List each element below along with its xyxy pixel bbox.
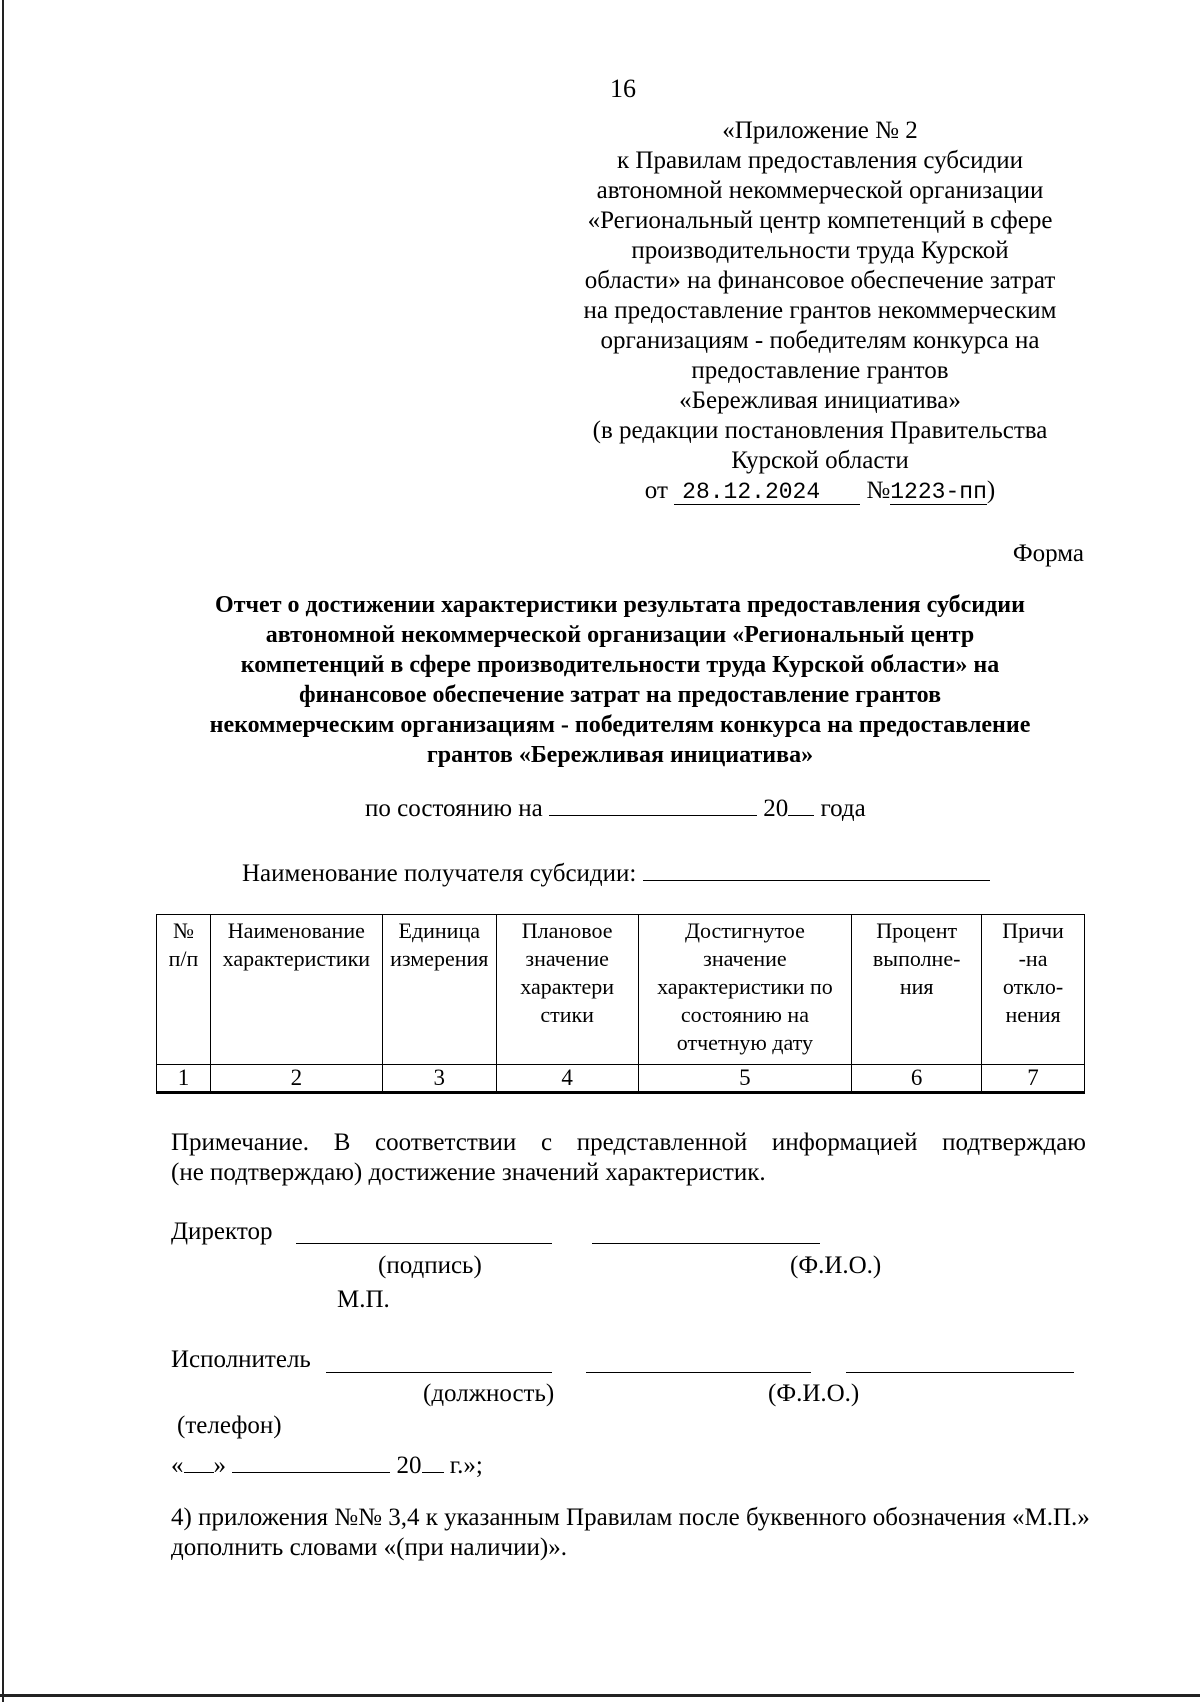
- title-line: Отчет о достижении характеристики результата предоставления субсидии: [215, 592, 1025, 618]
- appendix-line: на предоставление грантов некоммерческим: [583, 297, 1057, 324]
- appendix-line: автономной некоммерческой организации: [596, 177, 1044, 204]
- date-prefix: от: [644, 477, 668, 504]
- appendix-line: (в редакции постановления Правительства: [592, 417, 1048, 444]
- recipient-blank: [643, 854, 990, 881]
- header-cell-achieved: Достигнутое значение характеристики по состоянию на отчетную дату: [638, 915, 852, 1065]
- as-of-year-prefix: 20: [763, 795, 789, 822]
- column-number-cell: 6: [852, 1065, 982, 1093]
- position-caption: (должность): [423, 1380, 555, 1407]
- phone-caption: (телефон): [177, 1412, 282, 1439]
- resolution-number: 1223-пп: [890, 479, 987, 505]
- resolution-date-line: [560, 476, 1080, 506]
- date-year-blank: [422, 1446, 444, 1473]
- header-cell-name: Наименование характеристики: [210, 915, 382, 1065]
- director-fio-caption: (Ф.И.О.): [790, 1252, 882, 1279]
- signature-date-line: « » 20 г.»;: [171, 1446, 483, 1480]
- page-number: 16: [610, 74, 636, 103]
- amendment-line: дополнить словами «(при наличии)».: [171, 1534, 567, 1561]
- date-month-blank: [232, 1446, 390, 1473]
- executor-fio-caption: (Ф.И.О.): [768, 1380, 860, 1407]
- header-cell-reason: Причи -на откло- нения: [982, 915, 1085, 1065]
- note-line-2: (не подтверждаю) достижение значений характеристик.: [171, 1159, 766, 1186]
- as-of-prefix: по состоянию на: [365, 795, 543, 822]
- form-label: Форма: [1012, 540, 1084, 567]
- director-fio-blank: [592, 1243, 820, 1244]
- report-title: [150, 590, 1090, 770]
- appendix-line: «Приложение № 2: [722, 117, 918, 144]
- title-line: некоммерческим организациям - победителям конкурса на предоставление: [209, 712, 1031, 738]
- amendment-paragraph: [171, 1503, 1101, 1563]
- header-cell-number: № п/п: [157, 915, 211, 1065]
- table-header-row: [157, 915, 1085, 1065]
- note-line-1: Примечание. В соответствии с представленной информацией подтверждаю: [171, 1129, 1086, 1156]
- appendix-line: области» на финансовое обеспечение затрат: [584, 267, 1056, 294]
- page-edge-left: [2, 0, 4, 1702]
- as-of-date-line: [365, 789, 866, 823]
- appendix-line: предоставление грантов: [691, 357, 949, 384]
- header-cell-percent: Процент выполне- ния: [852, 915, 982, 1065]
- appendix-line: «Бережливая инициатива»: [679, 387, 961, 414]
- column-number-cell: 3: [382, 1065, 496, 1093]
- column-number-cell: 7: [982, 1065, 1085, 1093]
- date-day-blank: [184, 1446, 214, 1473]
- appendix-line: Курской области: [731, 447, 909, 474]
- as-of-year-blank: [788, 789, 814, 816]
- title-line: финансовое обеспечение затрат на предоставление грантов: [298, 682, 942, 708]
- signature-caption: (подпись): [378, 1252, 482, 1279]
- executor-phone-blank: [846, 1372, 1074, 1373]
- title-line: грантов «Бережливая инициатива»: [426, 742, 814, 768]
- recipient-label: Наименование получателя субсидии:: [242, 860, 637, 887]
- director-label: Директор: [171, 1218, 273, 1245]
- amendment-line: 4) приложения №№ 3,4 к указанным Правилам после буквенного обозначения «М.П.»: [171, 1504, 1090, 1531]
- executor-label: Исполнитель: [171, 1346, 311, 1373]
- appendix-line: «Региональный центр компетенций в сфере: [587, 207, 1053, 234]
- number-prefix: №: [866, 477, 891, 504]
- recipient-line: [242, 854, 990, 888]
- title-line: автономной некоммерческой организации «Региональный центр: [265, 622, 975, 648]
- header-cell-planned: Плановое значение характери стики: [496, 915, 638, 1065]
- stamp-label: М.П.: [337, 1286, 390, 1313]
- appendix-line: производительности труда Курской: [631, 237, 1009, 264]
- column-number-cell: 5: [638, 1065, 852, 1093]
- table-column-numbers-row: [157, 1065, 1085, 1093]
- as-of-date-blank: [549, 789, 757, 816]
- resolution-date: 28.12.2024: [674, 480, 860, 505]
- title-line: компетенций в сфере производительности труда Курской области» на: [240, 652, 1000, 678]
- report-table: [156, 914, 1085, 1094]
- column-number-cell: 4: [496, 1065, 638, 1093]
- appendix-line: организациям - победителям конкурса на: [600, 327, 1040, 354]
- closing-paren: ): [986, 477, 996, 504]
- executor-fio-blank: [586, 1372, 811, 1373]
- executor-position-blank: [326, 1372, 552, 1373]
- director-signature-blank: [296, 1243, 552, 1244]
- column-number-cell: 2: [210, 1065, 382, 1093]
- header-cell-unit: Единица измерения: [382, 915, 496, 1065]
- appendix-header: [560, 116, 1080, 506]
- appendix-line: к Правилам предоставления субсидии: [617, 147, 1023, 174]
- page-edge-bottom: [0, 1694, 1200, 1697]
- as-of-suffix: года: [820, 795, 866, 822]
- column-number-cell: 1: [157, 1065, 211, 1093]
- note-paragraph: [171, 1128, 1086, 1188]
